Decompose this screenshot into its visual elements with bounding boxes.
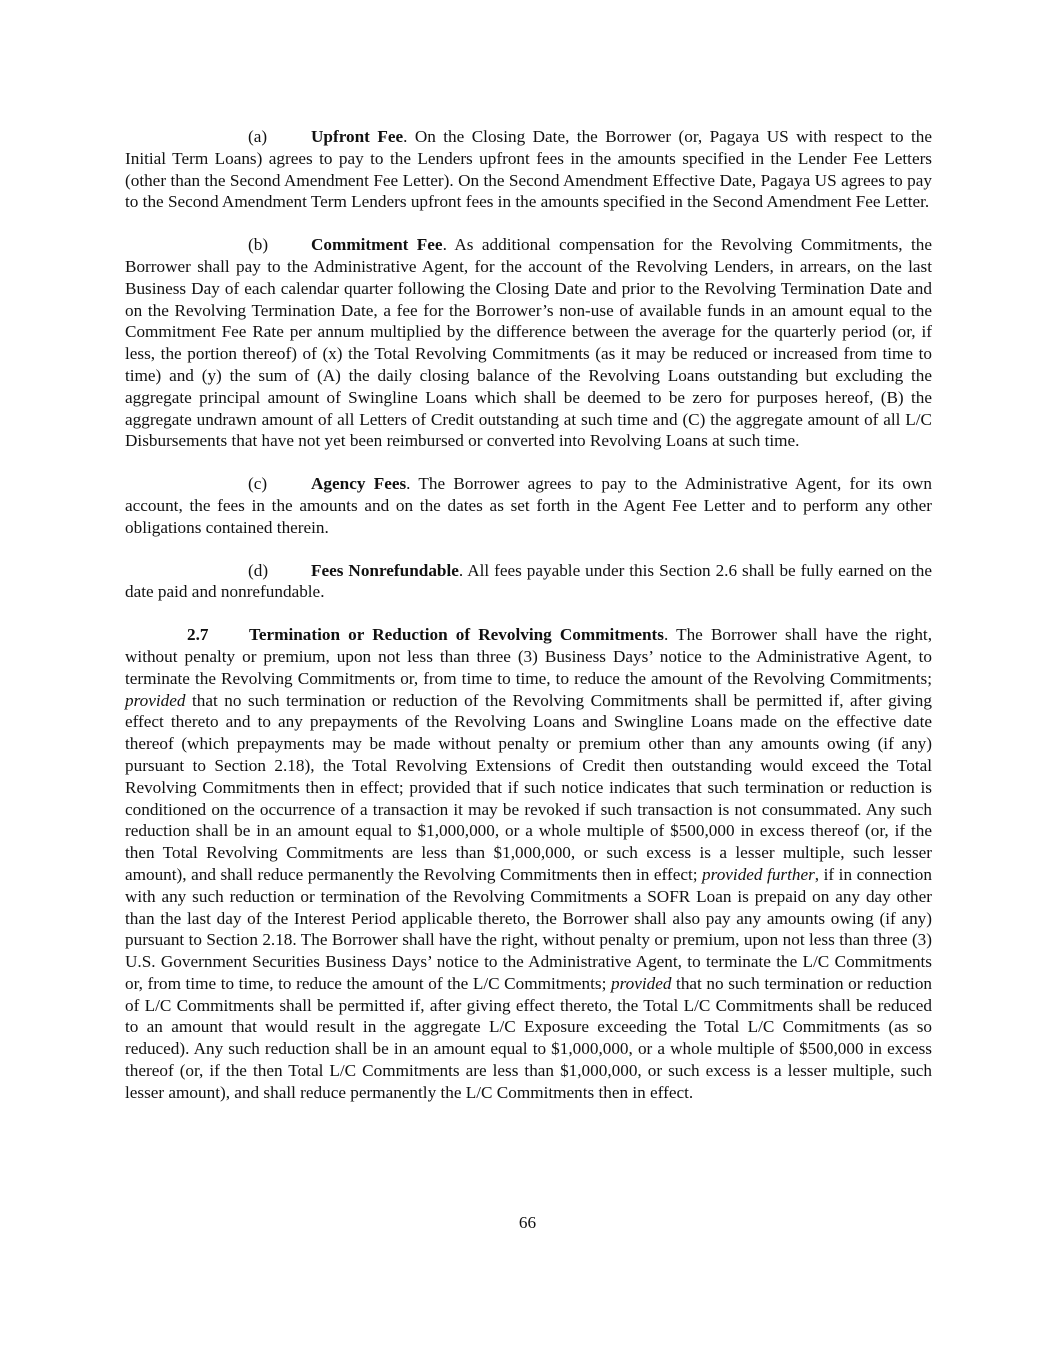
section-number: 2.7 <box>187 625 209 645</box>
paragraph-text: . On the Closing Date, the Borrower (or, Pagaya US with respect to the Initial Term Loans) agrees to pay to the Lenders upfront fees in the amounts specified in the Lender Fee Letters (other than the Second Amendment Fee Letter). On the Second Amendment Effective Date, Pagaya US agrees to pay to the Second Amendment Term Lenders upfront fees in the amounts specified in the Second Amendment Fee Letter. <box>125 127 932 212</box>
paragraph-c-agency-fees <box>125 473 932 538</box>
paragraph-number: (c) <box>248 474 268 494</box>
paragraph-heading: Commitment Fee <box>311 235 443 255</box>
section-text-part-1: . The Borrower shall have the right, without penalty or premium, upon not less than three (3) Business Days’ notice to the Administrative Agent, to terminate the Revolving Commitments or, from time to time, to reduce the amount of the Revolving Commitments; <box>125 625 933 688</box>
section-text-part-2: that no such termination or reduction of the Revolving Commitments shall be permitted if, after giving effect thereto and to any prepayments of the Revolving Loans and Swingline Loans made on the effective date thereof (which prepayments may be made without penalty or premium other than any amounts owing (if any) pursuant to Section 2.18), the Total Revolving Extensions of Credit then outstanding would exceed the Total Revolving Commitments then in effect; provided that if such notice indicates that such termination or reduction is conditioned on the occurrence of a transaction it may be revoked if such transaction is not consummated. Any such reduction shall be in an amount equal to $1,000,000, or a whole multiple of $500,000 in excess thereof (or, if the then Total Revolving Commitments are less than $1,000,000, or such excess is a lesser multiple, such lesser amount), and shall reduce permanently the Revolving Commitments then in effect; <box>125 690 932 884</box>
paragraph-a-upfront-fee <box>125 126 932 213</box>
paragraph-b-commitment-fee <box>125 234 932 452</box>
paragraph-number: (b) <box>248 235 269 255</box>
paragraph-text: . All fees payable under this Section 2.6 shall be fully earned on the date paid and nonrefundable. <box>125 560 932 602</box>
page-number: 66 <box>518 1213 537 1232</box>
paragraph-number: (d) <box>248 560 269 580</box>
section-heading: Termination or Reduction of Revolving Commitments <box>249 625 664 645</box>
section-text-part-4: that no such termination or reduction of L/C Commitments shall be permitted if, after giving effect thereto, the Total L/C Commitments shall be reduced to an amount that would result in the aggregate L/C Exposure exceeding the Total L/C Commitments (as so reduced). Any such reduction shall be in an amount equal to $1,000,000, or a whole multiple of $500,000 in excess thereof (or, if the then Total L/C Commitments are less than $1,000,000, or such excess is a lesser multiple, such lesser amount), and shall reduce permanently the L/C Commitments then in effect. <box>125 973 933 1102</box>
section-italic-provided: provided <box>125 690 186 710</box>
paragraph-text: . As additional compensation for the Revolving Commitments, the Borrower shall pay to the Administrative Agent, for the account of the Revolving Lenders, in arrears, on the last Business Day of each calendar quarter following the Closing Date and prior to the Revolving Termination Date and on the Revolving Termination Date, a fee for the Borrower’s non-use of available funds in an amount equal to the Commitment Fee Rate per annum multiplied by the difference between the average for the quarterly period (or, if less, the portion thereof) of (x) the Total Revolving Commitments (as it may be reduced or increased from time to time) and (y) the sum of (A) the daily closing balance of the Revolving Loans outstanding but excluding the aggregate principal amount of Swingline Loans which shall be deemed to be zero for purposes hereof, (B) the aggregate undrawn amount of all Letters of Credit outstanding at such time and (C) the aggregate amount of all L/C Disbursements that have not yet been reimbursed or converted into Revolving Loans at such time. <box>125 235 932 451</box>
document-page <box>125 126 932 1125</box>
section-2-7-termination <box>125 624 932 1104</box>
paragraph-heading: Agency Fees <box>311 474 407 494</box>
section-text-part-3: , if in connection with any such reduction or termination of the Revolving Commitments a SOFR Loan is prepaid on any day other than the last day of the Interest Period applicable thereto, the Borrower shall also pay any amounts owing (if any) pursuant to Section 2.18. The Borrower shall have the right, without penalty or premium, upon not less than three (3) U.S. Government Securities Business Days’ notice to the Administrative Agent, to terminate the L/C Commitments or, from time to time, to reduce the amount of the L/C Commitments; <box>125 864 932 993</box>
section-italic-provided-further: provided further <box>702 864 815 884</box>
paragraph-heading: Fees Nonrefundable <box>311 560 459 580</box>
paragraph-d-fees-nonrefundable <box>125 560 932 604</box>
section-italic-provided-2: provided <box>610 973 672 993</box>
paragraph-text: . The Borrower agrees to pay to the Administrative Agent, for its own account, the fees in the amounts and on the dates as set forth in the Agent Fee Letter and to perform any other obligations contained therein. <box>125 474 932 537</box>
paragraph-number: (a) <box>248 127 268 146</box>
paragraph-heading: Upfront Fee <box>311 127 404 146</box>
